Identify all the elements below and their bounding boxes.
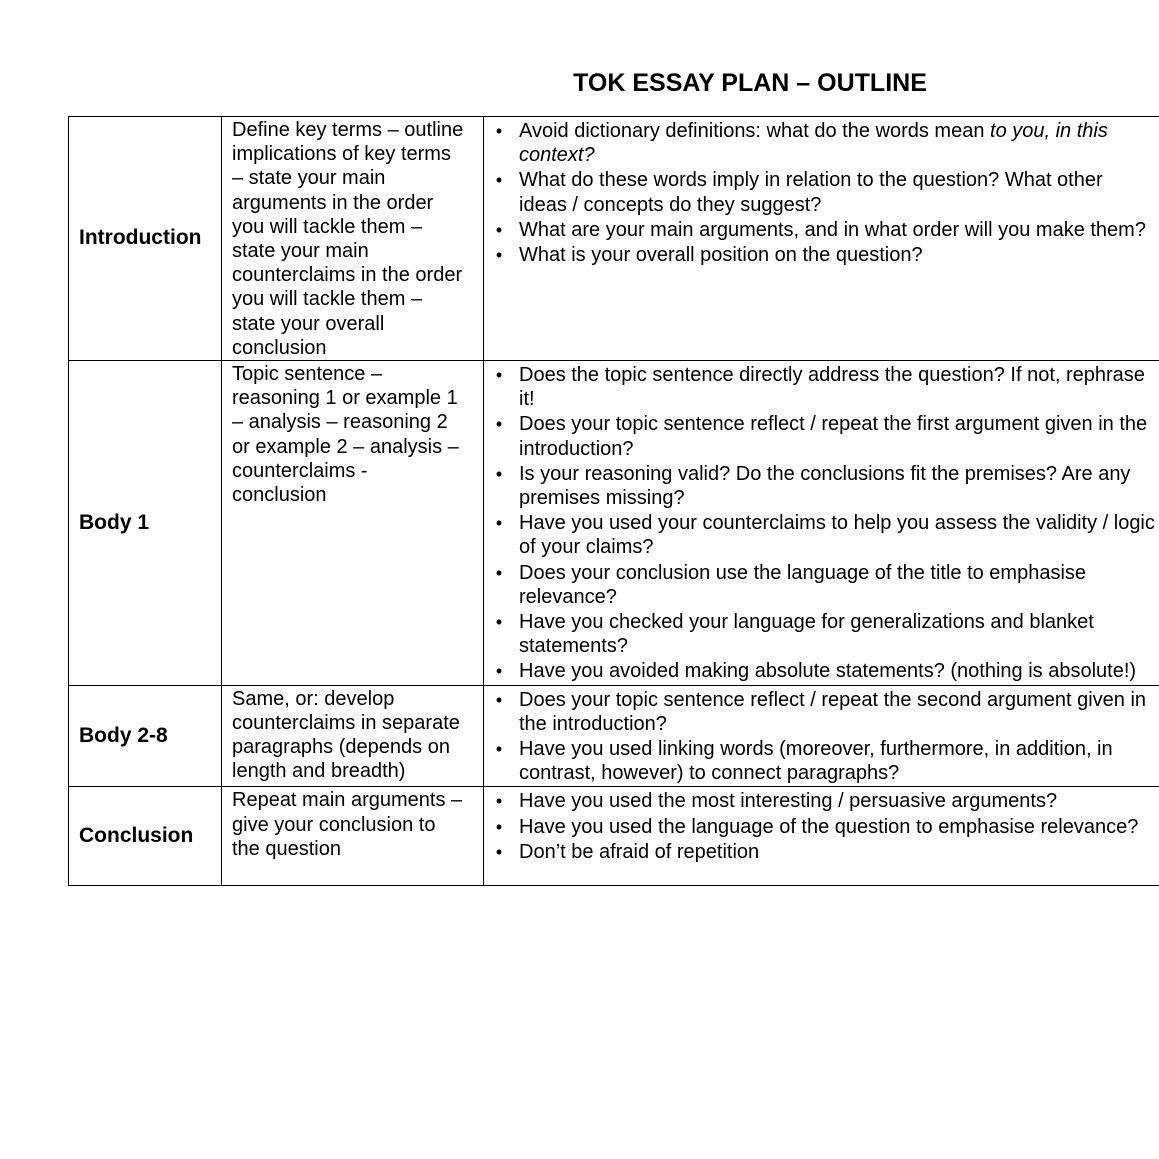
question-text: Is your reasoning valid? Do the conclusions fit the premises? Are any premises missing? bbox=[519, 462, 1131, 510]
section-structure: Define key terms – outline implications of key terms – state your main arguments in the order you will tackle them – state your main counterclaims in the order you will tackle them – state your overall conclusion bbox=[222, 117, 484, 361]
list-item bbox=[484, 815, 1159, 839]
bullet-icon: • bbox=[495, 170, 503, 191]
page-title: TOK ESSAY PLAN – OUTLINE bbox=[573, 69, 927, 97]
table-row bbox=[69, 787, 1159, 886]
question-text: Avoid dictionary definitions: what do the words mean bbox=[519, 120, 991, 142]
bullet-icon: • bbox=[495, 562, 503, 583]
section-name: Conclusion bbox=[69, 787, 222, 886]
list-item bbox=[484, 511, 1159, 559]
question-list bbox=[484, 119, 1159, 267]
guiding-questions bbox=[484, 361, 1159, 686]
list-item bbox=[484, 412, 1159, 460]
section-name: Body 1 bbox=[69, 361, 222, 686]
list-item bbox=[484, 840, 1159, 864]
question-text: Have you used your counterclaims to help you assess the validity / logic of your claims? bbox=[519, 512, 1155, 559]
question-text: Have you avoided making absolute statements? (nothing is absolute!) bbox=[519, 660, 1137, 683]
bullet-icon: • bbox=[495, 219, 503, 240]
question-text: Does your topic sentence reflect / repeat the second argument given in the introduction? bbox=[519, 688, 1147, 735]
guiding-questions bbox=[484, 117, 1159, 361]
question-text: Have you used linking words (moreover, furthermore, in addition, in contrast, however) to connect paragraphs? bbox=[519, 738, 1113, 785]
question-list bbox=[484, 688, 1159, 786]
bullet-icon: • bbox=[495, 661, 503, 682]
list-item bbox=[484, 789, 1159, 813]
question-list bbox=[484, 789, 1159, 864]
bullet-icon: • bbox=[495, 121, 503, 141]
section-name: Introduction bbox=[69, 117, 222, 361]
bullet-icon: • bbox=[495, 689, 503, 710]
section-structure: Same, or: develop counterclaims in separate paragraphs (depends on length and breadth) bbox=[222, 685, 484, 787]
section-structure: Topic sentence – reasoning 1 or example 1 – analysis – reasoning 2 or example 2 – analysis – counterclaims - conclusion bbox=[222, 361, 484, 686]
essay-plan-table-body bbox=[69, 117, 1159, 886]
list-item bbox=[484, 737, 1159, 785]
question-text: Have you used the most interesting / persuasive arguments? bbox=[519, 790, 1058, 813]
question-text: Have you checked your language for generalizations and blanket statements? bbox=[519, 611, 1094, 658]
list-item bbox=[484, 561, 1159, 609]
list-item bbox=[484, 610, 1159, 658]
question-list bbox=[484, 363, 1159, 684]
bullet-icon: • bbox=[495, 841, 503, 862]
question-text: What are your main arguments, and in what order will you make them? bbox=[519, 218, 1146, 241]
list-item bbox=[484, 659, 1159, 683]
bullet-icon: • bbox=[495, 816, 503, 837]
question-text: What is your overall position on the question? bbox=[519, 244, 923, 267]
list-item bbox=[484, 363, 1159, 411]
list-item bbox=[484, 218, 1159, 242]
question-text: Does the topic sentence directly address the question? If not, rephrase it! bbox=[519, 364, 1145, 411]
question-emphasis: to you, in this context? bbox=[519, 120, 1108, 167]
section-name: Body 2-8 bbox=[69, 685, 222, 787]
bullet-icon: • bbox=[495, 463, 503, 484]
bullet-icon: • bbox=[495, 513, 503, 534]
bullet-icon: • bbox=[495, 365, 503, 386]
list-item bbox=[484, 462, 1159, 510]
list-item bbox=[484, 168, 1159, 216]
question-text: Have you used the language of the question to emphasise relevance? bbox=[519, 815, 1139, 838]
question-text: Does your topic sentence reflect / repeat the first argument given in the introduction? bbox=[519, 413, 1148, 460]
question-text: Don’t be afraid of repetition bbox=[519, 840, 760, 863]
bullet-icon: • bbox=[495, 739, 503, 760]
question-text: Does your conclusion use the language of the title to emphasise relevance? bbox=[519, 561, 1087, 608]
guiding-questions bbox=[484, 787, 1159, 886]
question-text: What do these words imply in relation to the question? What other ideas / concepts do they suggest? bbox=[519, 169, 1103, 216]
essay-plan-table bbox=[68, 116, 1159, 886]
section-structure: Repeat main arguments – give your conclusion to the question bbox=[222, 787, 484, 886]
guiding-questions bbox=[484, 685, 1159, 787]
table-row bbox=[69, 685, 1159, 787]
list-item bbox=[484, 119, 1159, 167]
bullet-icon: • bbox=[495, 791, 503, 812]
bullet-icon: • bbox=[495, 245, 503, 266]
list-item bbox=[484, 688, 1159, 736]
list-item bbox=[484, 243, 1159, 267]
table-row bbox=[69, 117, 1159, 361]
table-row bbox=[69, 361, 1159, 686]
bullet-icon: • bbox=[495, 414, 503, 435]
bullet-icon: • bbox=[495, 612, 503, 633]
